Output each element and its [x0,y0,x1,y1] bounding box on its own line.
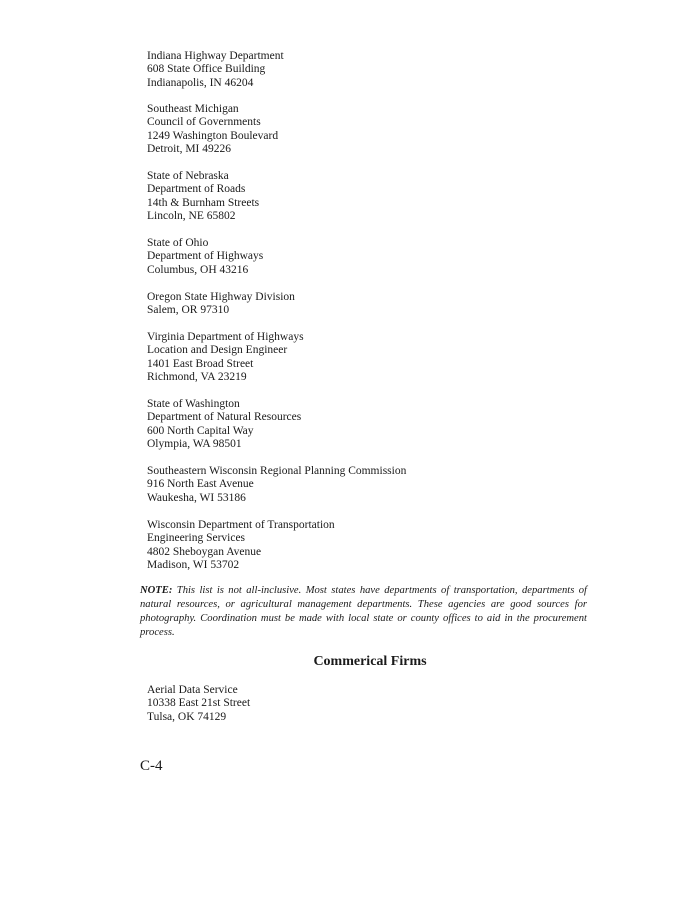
note-paragraph [140,584,587,640]
address-line: State of Nebraska [147,170,229,182]
address-block-virginia [147,331,304,385]
address-line: 600 North Capital Way [147,424,254,437]
address-line: Aerial Data Service [147,684,238,696]
address-line: Lincoln, NE 65802 [147,210,236,223]
note-text: This list is not all-inclusive. Most states have departments of transportation, departments of natural resources, or agricultural management departments. These agencies are good sources for photography. Coordination must be made with local state or county offices to aid in the procurement process. [140,585,587,638]
address-line: Engineering Services [147,532,246,545]
address-line: 916 North East Avenue [147,478,254,491]
address-block-se-wisconsin [147,465,406,505]
address-line: Southeastern Wisconsin Regional Planning Commission [147,465,407,477]
address-line: Indianapolis, IN 46204 [147,76,254,89]
address-block-nebraska [147,170,259,224]
address-line: 608 State Office Building [147,63,266,76]
page-number: C-4 [140,758,163,774]
address-line: Department of Highways [147,250,264,263]
address-line: 1401 East Broad Street [147,357,254,370]
address-block-wisconsin-dot [147,519,335,573]
address-line: Richmond, VA 23219 [147,371,247,384]
address-line: 1249 Washington Boulevard [147,129,279,142]
address-line: Detroit, MI 49226 [147,143,232,156]
address-line: Indiana Highway Department [147,50,284,62]
address-line: Salem, OR 97310 [147,304,230,317]
address-line: State of Ohio [147,237,209,249]
address-line: 10338 East 21st Street [147,697,251,710]
address-line: Columbus, OH 43216 [147,263,249,276]
address-line: Southeast Michigan [147,103,239,115]
address-line: Department of Natural Resources [147,411,302,424]
address-line: Virginia Department of Highways [147,331,304,343]
address-line: Madison, WI 53702 [147,559,240,572]
address-line: Olympia, WA 98501 [147,438,242,451]
address-line: Tulsa, OK 74129 [147,710,227,723]
address-block-aerial-data [147,684,250,724]
address-line: Oregon State Highway Division [147,291,295,303]
note-label: NOTE: [140,585,173,596]
address-block-ohio [147,237,263,277]
address-block-indiana [147,50,284,90]
address-line: Waukesha, WI 53186 [147,491,246,504]
address-line: 14th & Burnham Streets [147,196,260,209]
address-block-washington [147,398,301,452]
address-block-michigan [147,103,278,157]
address-line: State of Washington [147,398,240,410]
address-line: 4802 Sheboygan Avenue [147,545,262,558]
address-line: Location and Design Engineer [147,344,288,357]
address-block-oregon [147,291,295,318]
address-line: Department of Roads [147,183,246,196]
section-heading-commercial-firms: Commerical Firms [313,654,427,669]
address-line: Council of Governments [147,116,261,129]
address-line: Wisconsin Department of Transportation [147,519,335,531]
